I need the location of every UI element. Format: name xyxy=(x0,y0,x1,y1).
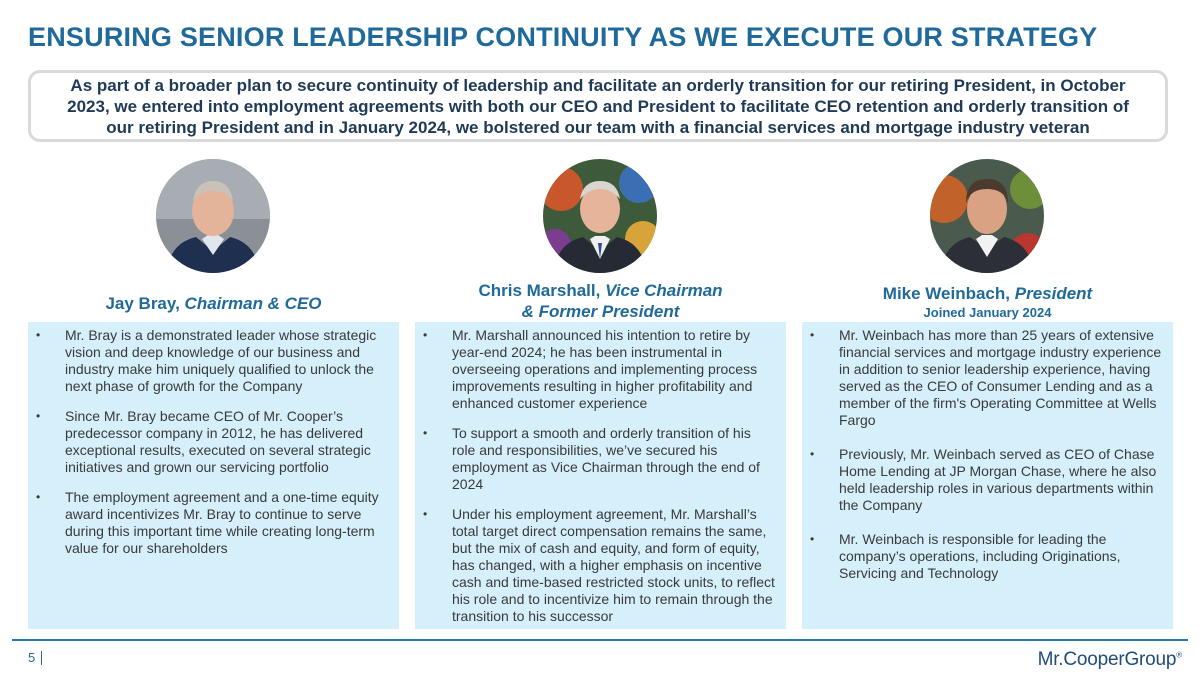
footer-rule xyxy=(12,639,1188,641)
mike-weinbach-card xyxy=(802,322,1173,629)
intro-callout: As part of a broader plan to secure continuity of leadership and facilitate an orderly transition for our retiring President, in October 2023, we entered into employment agreements with both our CEO and President to facilitate CEO retention and orderly transition of our retiring President and in January 2024, we bolstered our team with a financial services and mortgage industry veteran xyxy=(28,70,1168,142)
jay-bray-name: Jay Bray, Chairman & CEO xyxy=(105,294,322,313)
list-item: • Previously, Mr. Weinbach served as CEO of Chase Home Lending at JP Morgan Chase, where he also held leadership roles in various departments within the Company xyxy=(810,446,1163,514)
mike-weinbach-photo xyxy=(930,159,1044,273)
page-number: 5 xyxy=(28,650,36,665)
list-item: • To support a smooth and orderly transition of his role and responsibilities, we’ve secured his employment as Vice Chairman through the end of 2024 xyxy=(423,425,776,493)
mike-weinbach-name: Mike Weinbach, President Joined January 2024 xyxy=(802,283,1173,321)
jay-bray-card xyxy=(28,322,399,629)
list-item: • Under his employment agreement, Mr. Marshall’s total target direct compensation remains the same, but the mix of cash and equity, and form of equity, has changed, with a higher emphasis on incentive cash and time-based restricted stock units, to reflect his role and to incentivize him to remain through the transition to his successor xyxy=(423,506,776,625)
list-item: • Mr. Weinbach has more than 25 years of extensive financial services and mortgage industry experience in addition to senior leadership experience, having served as the CEO of Consumer Lending and as a member of the firm's Operating Committee at Wells Fargo xyxy=(810,327,1163,429)
list-item: • Mr. Bray is a demonstrated leader whose strategic vision and deep knowledge of our business and industry make him uniquely qualified to unlock the next phase of growth for the Company xyxy=(36,327,389,395)
list-item: • Mr. Weinbach is responsible for leading the company’s operations, including Originations, Servicing and Technology xyxy=(810,531,1163,582)
list-item: • Since Mr. Bray became CEO of Mr. Cooper’s predecessor company in 2012, he has delivered exceptional results, executed on several strategic initiatives and grown our servicing portfolio xyxy=(36,408,389,476)
joined-date: Joined January 2024 xyxy=(923,305,1052,320)
list-item: • The employment agreement and a one-time equity award incentivizes Mr. Bray to continue to serve during this important time while creating long-term value for our shareholders xyxy=(36,489,389,557)
jay-bray-photo xyxy=(156,159,270,273)
list-item: • Mr. Marshall announced his intention to retire by year-end 2024; he has been instrumental in overseeing operations and implementing process improvements resulting in higher profitability and enhanced customer experience xyxy=(423,327,776,412)
chris-marshall-card xyxy=(415,322,786,629)
chris-marshall-name: Chris Marshall, Vice Chairman & Former President xyxy=(478,281,723,321)
page-title: ENSURING SENIOR LEADERSHIP CONTINUITY AS WE EXECUTE OUR STRATEGY xyxy=(28,22,1098,52)
company-logo: Mr.CooperGroup® xyxy=(1037,649,1182,670)
chris-marshall-photo xyxy=(543,159,657,273)
page-number-divider xyxy=(41,651,42,665)
